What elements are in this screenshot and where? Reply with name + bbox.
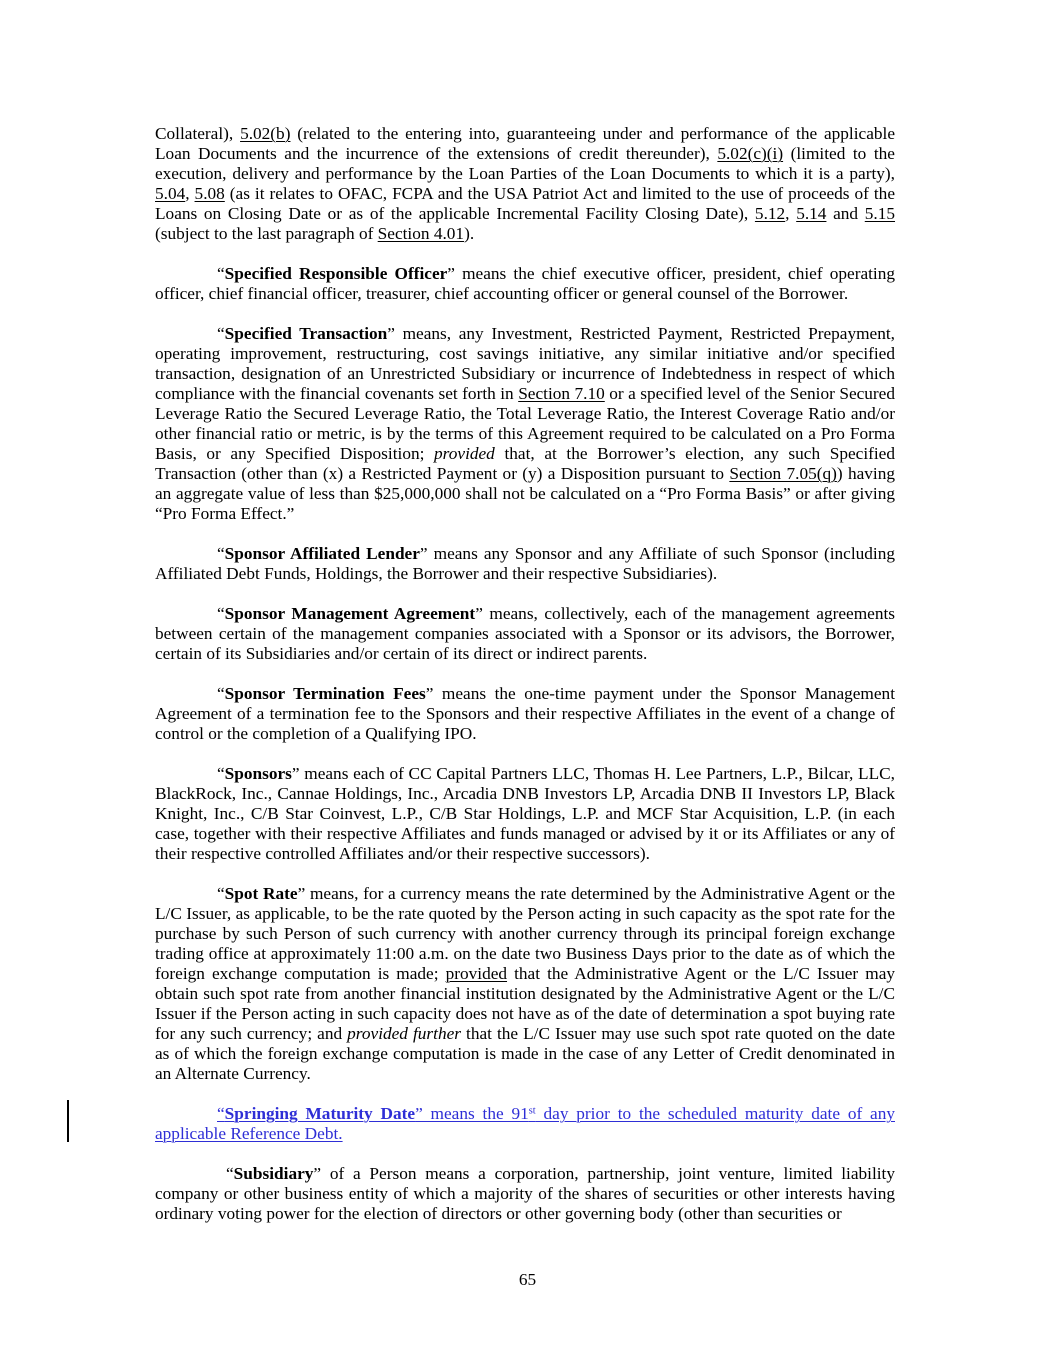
definition-text: or a specified level of the Senior Secured Leverage Ratio the Secured Leverage Ratio, the Total Leverage Ratio, the Interest Coverage Ratio and/or other financial ratio or metric, is by the terms of this Agreement required to be calculated on a Pro Forma Basis, or any Specified Disposition;: [155, 384, 895, 463]
document-body: [155, 124, 895, 1244]
proviso-term: provided: [445, 964, 508, 983]
defined-term: Sponsor Management Agreement: [224, 604, 476, 623]
definition-text: ” means the one-time payment under the Sponsor Management Agreement of a termination fee to the Sponsors and their respective Affiliates in the event of a change of control or the completion of a Qualifying IPO.: [155, 684, 895, 743]
open-quote: “: [217, 324, 225, 343]
definition-sponsor-affiliated-lender: [155, 544, 895, 584]
section-reference: 5.15: [864, 204, 896, 223]
section-reference: 5.14: [796, 204, 827, 223]
definition-text: and: [826, 204, 865, 223]
section-reference: 5.02(b): [240, 124, 291, 143]
section-reference: Section 4.01: [377, 224, 465, 243]
open-quote: “: [217, 884, 225, 903]
ordinal-suffix: st: [528, 1105, 536, 1117]
defined-term: Sponsor Termination Fees: [224, 684, 426, 703]
definition-text: ” means the chief executive officer, president, chief operating officer, chief financial officer, treasurer, chief accounting officer or general counsel of the Borrower.: [155, 264, 896, 303]
section-reference: 5.08: [194, 184, 225, 203]
definition-text: ” means, collectively, each of the management agreements between certain of the management companies associated with a Sponsor or its advisors, the Borrower, certain of its Subsidiaries and/or certain of its direct or indirect parents.: [155, 604, 895, 663]
proviso-term: provided further: [347, 1024, 461, 1043]
definition-spot-rate: [155, 884, 895, 1084]
open-quote: “: [217, 544, 225, 563]
definition-text: ” means any Sponsor and any Affiliate of such Sponsor (including Affiliated Debt Funds, Holdings, the Borrower and their respective Subsidiaries).: [155, 544, 896, 583]
definition-text: day prior to the scheduled maturity date of any applicable Reference Debt.: [155, 1104, 895, 1143]
open-quote: “: [217, 684, 225, 703]
definition-sponsor-termination-fees: [155, 684, 895, 744]
definition-text: (related to the entering into, guaranteeing under and performance of the applicable Loan Documents and the incurrence of the extensions of credit thereunder),: [155, 124, 895, 163]
open-quote: “: [217, 764, 225, 783]
open-quote: “: [217, 264, 225, 283]
defined-term: Subsidiary: [233, 1164, 314, 1183]
definition-text: ” means each of CC Capital Partners LLC, Thomas H. Lee Partners, L.P., Bilcar, LLC, BlackRock, Inc., Cannae Holdings, Inc., Arcadia DNB Investors LP, Arcadia DNB II Investors LP, Black Knight, Inc., C/B Star Coinvest, L.P., C/B Star Holdings, L.P. and MCF Star Acquisition, L.P. (in each case, together with their respective Affiliates and funds managed or advised by it or its Affiliates or any of their respective controlled Affiliates and/or their respective successors).: [155, 764, 895, 863]
defined-term: Sponsor Affiliated Lender: [224, 544, 420, 563]
definition-text: that, at the Borrower’s election, any such Specified Transaction (other than (x) a Restricted Payment or (y) a Disposition pursuant to: [155, 444, 895, 483]
defined-term: Specified Responsible Officer: [224, 264, 448, 283]
section-reference: Section 7.05(q): [729, 464, 837, 483]
definition-springing-maturity-date-inserted: [155, 1104, 895, 1144]
definition-text: ” means the 91: [415, 1104, 529, 1123]
definition-sponsors: [155, 764, 895, 864]
definition-continuation: [155, 124, 895, 244]
definition-sponsor-management-agreement: [155, 604, 895, 664]
defined-term: Spot Rate: [224, 884, 298, 903]
section-reference: 5.04: [155, 184, 186, 203]
definition-text: ,: [185, 184, 195, 203]
definition-text: ” of a Person means a corporation, partnership, joint venture, limited liability company or other business entity of which a majority of the shares of securities or other interests having ordinary voting power for the election of directors or other governing body (other than securities or: [155, 1164, 895, 1223]
proviso-term: provided: [434, 444, 495, 463]
open-quote: “: [217, 1104, 225, 1123]
definition-text: that the Administrative Agent or the L/C Issuer may obtain such spot rate from another financial institution designated by the Administrative Agent or the L/C Issuer if the Person acting in such capacity does not have as of the date of determination a spot buying rate for any such currency; and: [155, 964, 895, 1043]
definition-text: ” means, for a currency means the rate determined by the Administrative Agent or the L/C Issuer, as applicable, to be the rate quoted by the Person acting in such capacity as the spot rate for the purchase by such Person of such currency with another currency through its principal foreign exchange trading office at approximately 11:00 a.m. on the date two Business Days prior to the date as of which the foreign exchange computation is made;: [155, 884, 896, 983]
page-number: 65: [518, 1270, 537, 1289]
revision-change-bar: [67, 1100, 69, 1142]
definition-specified-responsible-officer: [155, 264, 895, 304]
defined-term: Sponsors: [224, 764, 292, 783]
definition-text: ) having an aggregate value of less than $25,000,000 shall not be calculated on a “Pro Forma Basis” or after giving “Pro Forma Effect.”: [155, 464, 895, 523]
defined-term: Springing Maturity Date: [224, 1104, 416, 1123]
section-reference: Section 7.10: [518, 384, 605, 403]
open-quote: “: [226, 1164, 234, 1183]
definition-text: ” means, any Investment, Restricted Payment, Restricted Prepayment, operating improvement, restructuring, cost savings initiative, any similar initiative and/or specified transaction, designation of an Unrestricted Subsidiary or incurrence of Indebtedness in respect of which compliance with the financial covenants set forth in: [155, 324, 895, 403]
defined-term: Specified Transaction: [224, 324, 388, 343]
definition-text: Collateral),: [155, 124, 241, 143]
definition-subsidiary: [155, 1164, 895, 1224]
section-reference: 5.12: [754, 204, 786, 223]
definition-text: (limited to the execution, delivery and performance by the Loan Parties of the Loan Documents to which it is a party),: [155, 144, 895, 183]
section-reference: 5.02(c)(i): [717, 144, 784, 163]
definition-text: (as it relates to OFAC, FCPA and the USA Patriot Act and limited to the use of proceeds of the Loans on Closing Date or as of the applicable Incremental Facility Closing Date),: [155, 184, 895, 223]
open-quote: “: [217, 604, 225, 623]
definition-text: that the L/C Issuer may use such spot rate quoted on the date as of which the foreign exchange computation is made in the case of any Letter of Credit denominated in an Alternate Currency.: [155, 1024, 895, 1083]
definition-text: (subject to the last paragraph of: [155, 224, 378, 243]
definition-text: ).: [464, 224, 475, 243]
definition-specified-transaction: [155, 324, 895, 524]
definition-text: ,: [785, 204, 797, 223]
